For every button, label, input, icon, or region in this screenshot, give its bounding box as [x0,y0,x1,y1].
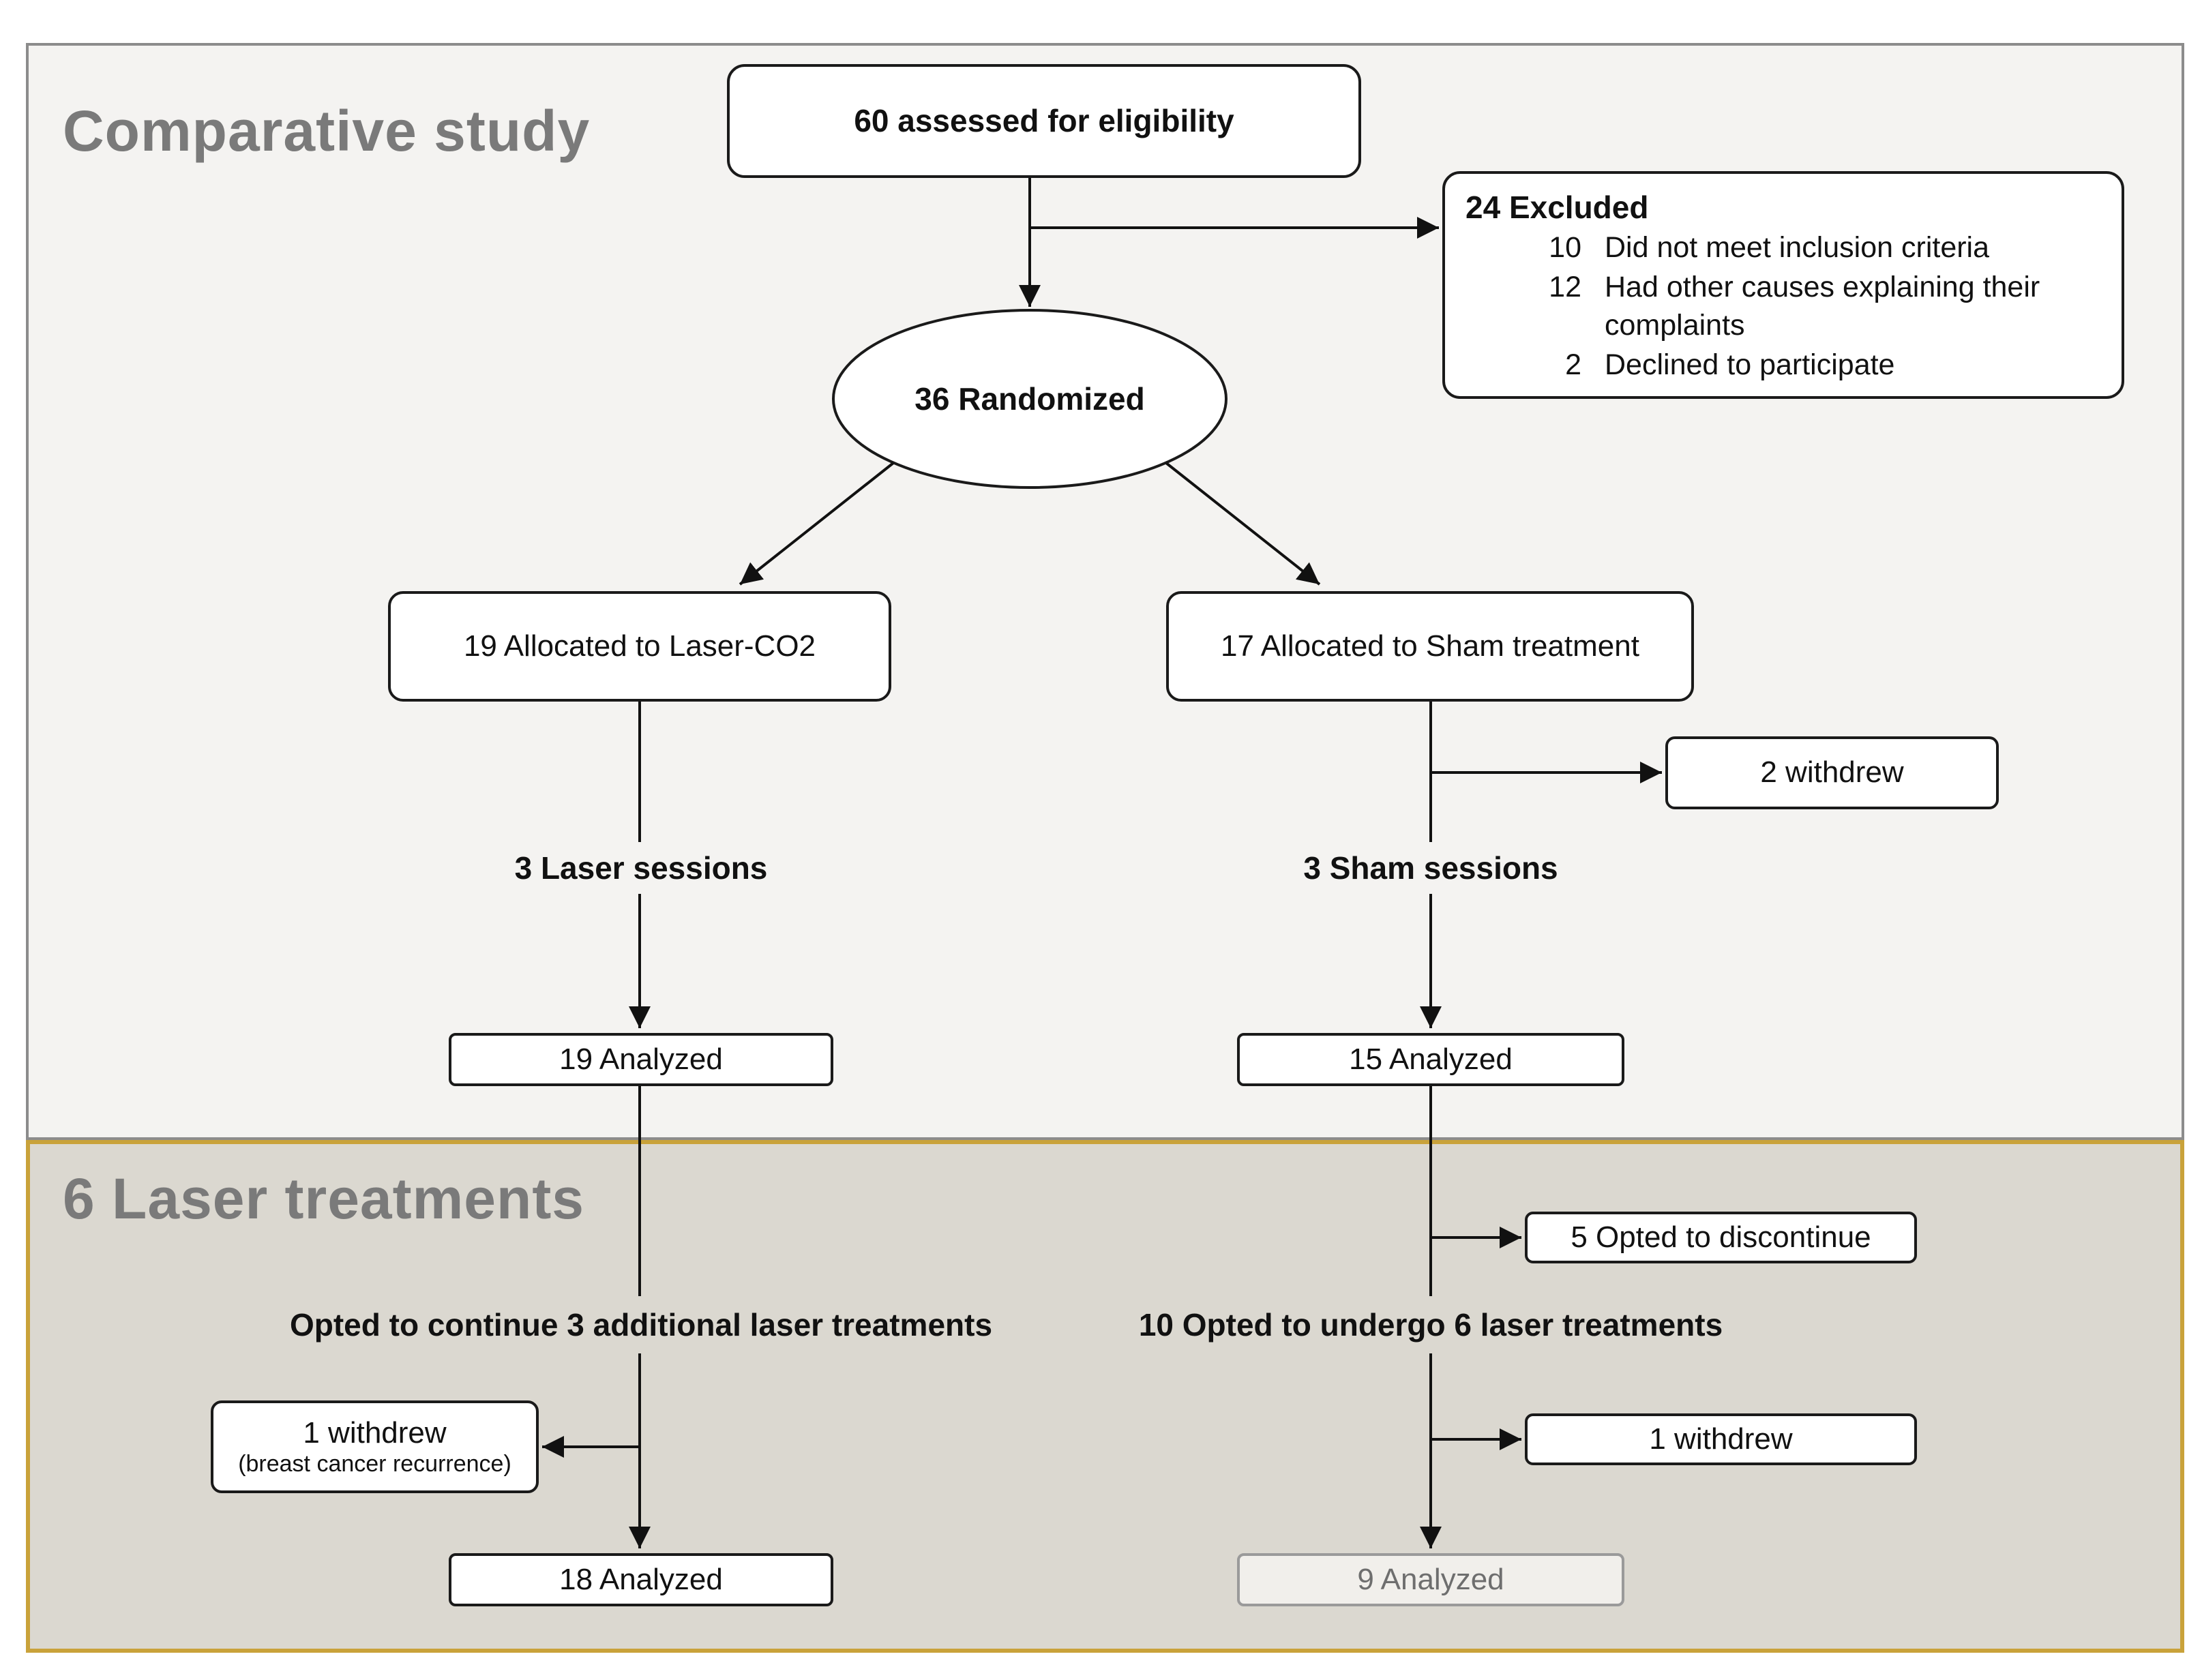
withdrew-2-box: 2 withdrew [1665,736,1999,809]
excluded-title: 24 Excluded [1465,190,1649,225]
withdrew-1-laser-box [211,1400,539,1493]
analyzed-15-box: 15 Analyzed [1237,1033,1624,1086]
allocated-sham-box: 17 Allocated to Sham treatment [1166,591,1694,702]
withdrew-1-laser-text: 1 withdrew [303,1416,447,1450]
excluded-reason: Had other causes explaining their complaints [1605,271,2040,342]
analyzed-19-box: 19 Analyzed [449,1033,833,1086]
excluded-box [1442,171,2124,399]
excluded-count: 12 [1549,271,1581,304]
analyzed-9-box: 9 Analyzed [1237,1553,1624,1606]
undergo-treatments-label: 10 Opted to undergo 6 laser treatments [1090,1296,1772,1353]
excluded-count: 2 [1565,348,1581,381]
analyzed-18-box: 18 Analyzed [449,1553,833,1606]
excluded-list [1465,229,2055,385]
laser-sessions-label: 3 Laser sessions [491,842,791,894]
withdrew-1-sham-box: 1 withdrew [1525,1413,1917,1465]
assessed-box: 60 assessed for eligibility [727,64,1361,178]
laser-treatments-heading: 6 Laser treatments [63,1167,585,1231]
withdrew-1-laser-reason: (breast cancer recurrence) [238,1450,511,1477]
excluded-count: 10 [1549,231,1581,265]
excluded-reason: Did not meet inclusion criteria [1605,231,1990,265]
continue-treatments-label: Opted to continue 3 additional laser treatments [246,1296,1037,1353]
randomized-ellipse-label: 36 Randomized [914,381,1145,417]
comparative-study-heading: Comparative study [63,99,591,163]
excluded-reason: Declined to participate [1605,348,1895,381]
opted-discontinue-box: 5 Opted to discontinue [1525,1212,1917,1263]
sham-sessions-label: 3 Sham sessions [1281,842,1581,894]
allocated-laser-box: 19 Allocated to Laser-CO2 [388,591,891,702]
